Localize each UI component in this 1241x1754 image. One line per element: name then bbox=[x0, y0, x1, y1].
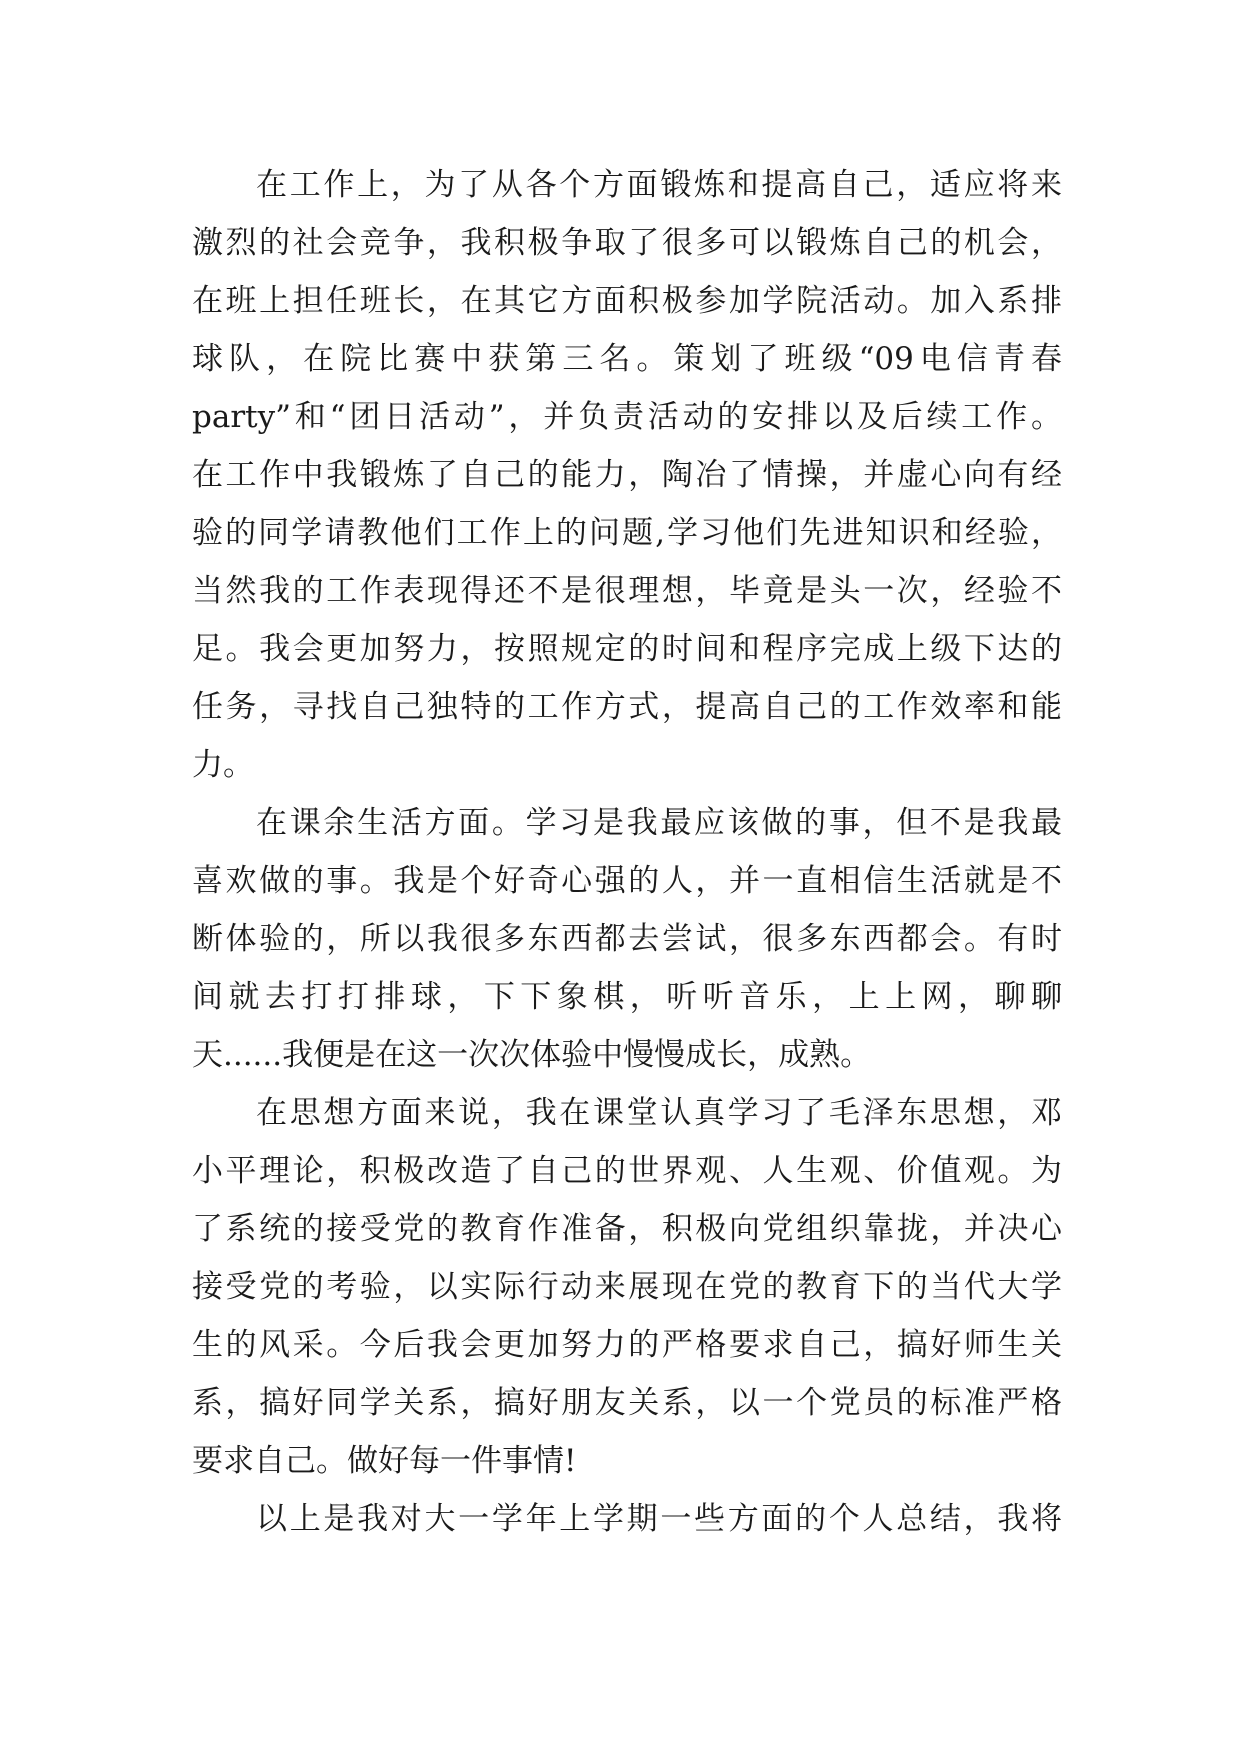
text-line: 球队，在院比赛中获第三名。策划了班级“09电信青春 bbox=[192, 341, 1062, 377]
text-line: 喜欢做的事。我是个好奇心强的人，并一直相信生活就是不 bbox=[192, 863, 1062, 899]
paragraph-conclusion bbox=[192, 1490, 1062, 1548]
text-line: 验的同学请教他们工作上的问题,学习他们先进知识和经验， bbox=[192, 515, 1062, 551]
text-line: 力。 bbox=[192, 747, 254, 783]
text-line: 任务，寻找自己独特的工作方式，提高自己的工作效率和能 bbox=[192, 689, 1062, 725]
paragraph-ideology bbox=[192, 1084, 1062, 1490]
text-line: 在课余生活方面。学习是我最应该做的事，但不是我最 bbox=[256, 805, 1062, 841]
text-line: 以上是我对大一学年上学期一些方面的个人总结，我将 bbox=[256, 1501, 1062, 1537]
text-line: party”和“团日活动”，并负责活动的安排以及后续工作。 bbox=[192, 399, 1062, 435]
text-line: 足。我会更加努力，按照规定的时间和程序完成上级下达的 bbox=[192, 631, 1062, 667]
text-line: 在工作上，为了从各个方面锻炼和提高自己，适应将来 bbox=[256, 167, 1062, 203]
text-line: 在思想方面来说，我在课堂认真学习了毛泽东思想，邓 bbox=[256, 1095, 1062, 1131]
text-line: 系，搞好同学关系，搞好朋友关系，以一个党员的标准严格 bbox=[192, 1385, 1062, 1421]
text-line: 天......我便是在这一次次体验中慢慢成长，成熟。 bbox=[192, 1037, 872, 1073]
text-line: 小平理论，积极改造了自己的世界观、人生观、价值观。为 bbox=[192, 1153, 1062, 1189]
text-line: 间就去打打排球，下下象棋，听听音乐，上上网，聊聊 bbox=[192, 979, 1062, 1015]
text-line: 在工作中我锻炼了自己的能力，陶冶了情操，并虚心向有经 bbox=[192, 457, 1062, 493]
paragraph-work bbox=[192, 156, 1062, 794]
text-line: 了系统的接受党的教育作准备，积极向党组织靠拢，并决心 bbox=[192, 1211, 1062, 1247]
text-line: 生的风采。今后我会更加努力的严格要求自己，搞好师生关 bbox=[192, 1327, 1062, 1363]
text-line: 在班上担任班长，在其它方面积极参加学院活动。加入系排 bbox=[192, 283, 1062, 319]
paragraph-extracurricular bbox=[192, 794, 1062, 1084]
text-line: 接受党的考验，以实际行动来展现在党的教育下的当代大学 bbox=[192, 1269, 1062, 1305]
document-body bbox=[192, 156, 1062, 1548]
text-line: 激烈的社会竞争，我积极争取了很多可以锻炼自己的机会， bbox=[192, 225, 1062, 261]
text-line: 当然我的工作表现得还不是很理想，毕竟是头一次，经验不 bbox=[192, 573, 1062, 609]
text-line: 断体验的，所以我很多东西都去尝试，很多东西都会。有时 bbox=[192, 921, 1062, 957]
text-line: 要求自己。做好每一件事情! bbox=[192, 1443, 577, 1479]
